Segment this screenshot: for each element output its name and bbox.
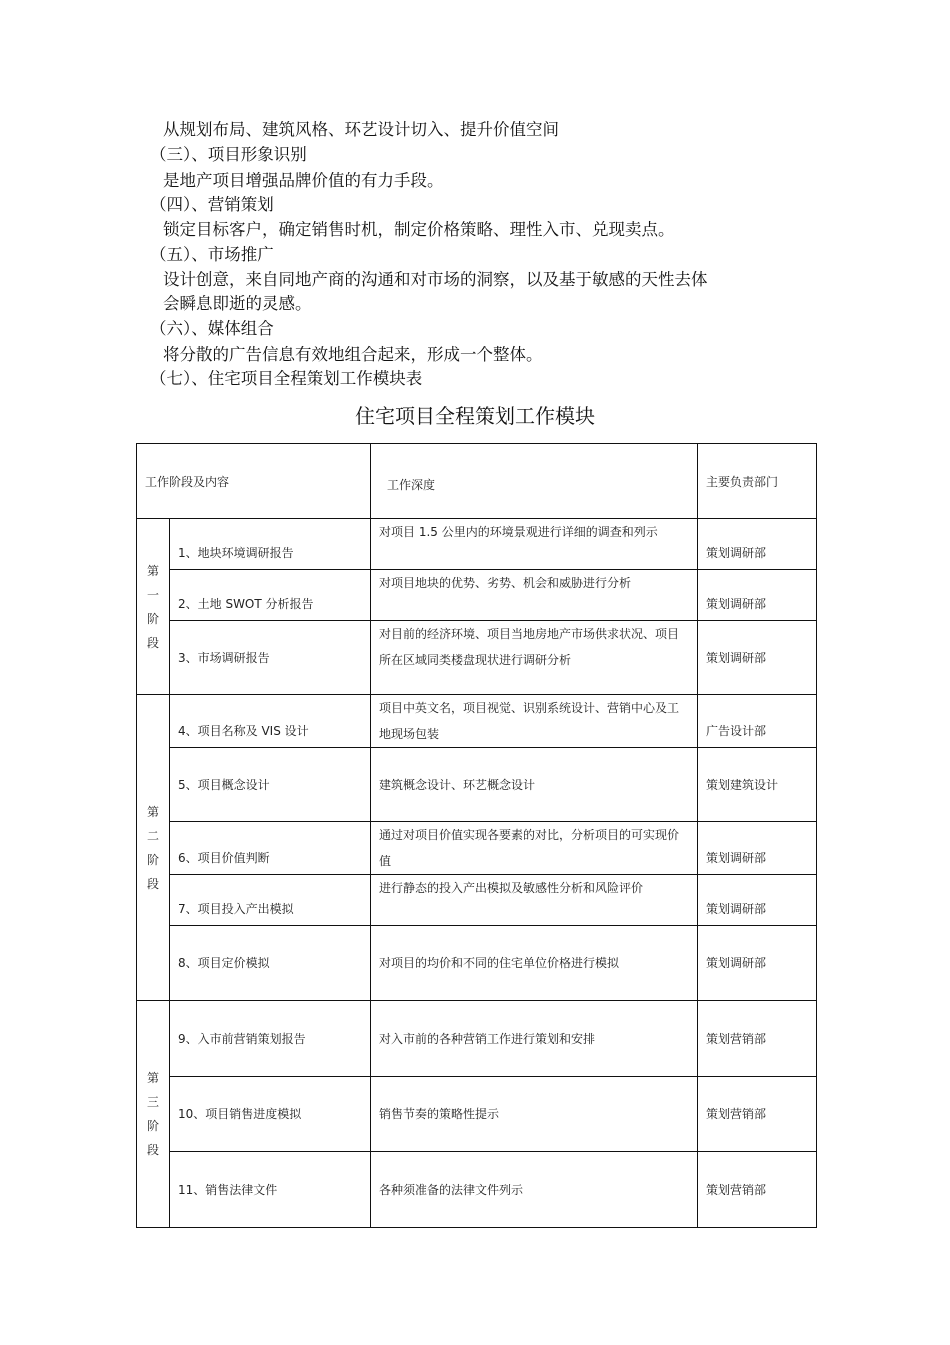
module-department: 策划调研部 xyxy=(698,822,817,875)
body-text-line: 从规划布局、建筑风格、环艺设计切入、提升价值空间 xyxy=(163,120,559,139)
stage-label: 第二阶段 xyxy=(137,695,170,1001)
module-department: 策划营销部 xyxy=(698,1152,817,1228)
module-depth: 项目中英文名，项目视觉、识别系统设计、营销中心及工地现场包装 xyxy=(371,695,698,748)
module-depth: 通过对项目价值实现各要素的对比，分析项目的可实现价值 xyxy=(371,822,698,875)
table-row xyxy=(137,748,817,822)
section-heading: （六）、媒体组合 xyxy=(150,319,274,338)
module-depth: 对目前的经济环境、项目当地房地产市场供求状况、项目所在区域同类楼盘现状进行调研分析 xyxy=(371,621,698,695)
work-module-table xyxy=(136,443,817,1228)
table-row xyxy=(137,1077,817,1152)
module-item: 9、入市前营销策划报告 xyxy=(170,1001,371,1077)
module-depth: 对项目的均价和不同的住宅单位价格进行模拟 xyxy=(371,926,698,1001)
stage-label: 第一阶段 xyxy=(137,519,170,695)
module-item: 4、项目名称及 VIS 设计 xyxy=(170,695,371,748)
section-heading: （四）、营销策划 xyxy=(150,195,274,214)
table-row xyxy=(137,621,817,695)
module-depth: 建筑概念设计、环艺概念设计 xyxy=(371,748,698,822)
module-department: 策划建筑设计 xyxy=(698,748,817,822)
module-item: 2、土地 SWOT 分析报告 xyxy=(170,570,371,621)
module-item: 10、项目销售进度模拟 xyxy=(170,1077,371,1152)
module-department: 策划调研部 xyxy=(698,519,817,570)
table-title: 住宅项目全程策划工作模块 xyxy=(355,404,595,428)
table-header-row xyxy=(137,444,817,519)
module-item: 6、项目价值判断 xyxy=(170,822,371,875)
table-row xyxy=(137,1001,817,1077)
section-heading: （三）、项目形象识别 xyxy=(150,145,307,164)
body-text-line: 是地产项目增强品牌价值的有力手段。 xyxy=(163,171,444,190)
module-department: 策划营销部 xyxy=(698,1077,817,1152)
header-stage-content: 工作阶段及内容 xyxy=(137,444,371,519)
module-item: 8、项目定价模拟 xyxy=(170,926,371,1001)
table-row xyxy=(137,519,817,570)
module-item: 5、项目概念设计 xyxy=(170,748,371,822)
module-depth: 各种须准备的法律文件列示 xyxy=(371,1152,698,1228)
module-item: 7、项目投入产出模拟 xyxy=(170,875,371,926)
table-row xyxy=(137,570,817,621)
module-item: 3、市场调研报告 xyxy=(170,621,371,695)
module-depth: 销售节奏的策略性提示 xyxy=(371,1077,698,1152)
module-depth: 进行静态的投入产出模拟及敏感性分析和风险评价 xyxy=(371,875,698,926)
module-department: 策划调研部 xyxy=(698,875,817,926)
module-item: 11、销售法律文件 xyxy=(170,1152,371,1228)
module-item: 1、地块环境调研报告 xyxy=(170,519,371,570)
module-department: 策划调研部 xyxy=(698,621,817,695)
table-row xyxy=(137,822,817,875)
body-text-line: 锁定目标客户，确定销售时机，制定价格策略、理性入市、兑现卖点。 xyxy=(163,220,675,239)
section-heading: （五）、市场推广 xyxy=(150,245,274,264)
header-depth: 工作深度 xyxy=(371,444,698,519)
body-text-line: 会瞬息即逝的灵感。 xyxy=(163,294,312,313)
body-text-line: 将分散的广告信息有效地组合起来，形成一个整体。 xyxy=(163,345,543,364)
table-row xyxy=(137,1152,817,1228)
table-row xyxy=(137,695,817,748)
module-depth: 对项目地块的优势、劣势、机会和威胁进行分析 xyxy=(371,570,698,621)
module-department: 策划调研部 xyxy=(698,570,817,621)
section-heading: （七）、住宅项目全程策划工作模块表 xyxy=(150,369,423,388)
body-text-line: 设计创意，来自同地产商的沟通和对市场的洞察，以及基于敏感的天性去体 xyxy=(163,270,708,289)
header-department: 主要负责部门 xyxy=(698,444,817,519)
module-department: 策划营销部 xyxy=(698,1001,817,1077)
table-row xyxy=(137,875,817,926)
module-depth: 对入市前的各种营销工作进行策划和安排 xyxy=(371,1001,698,1077)
module-department: 策划调研部 xyxy=(698,926,817,1001)
module-depth: 对项目 1.5 公里内的环境景观进行详细的调查和列示 xyxy=(371,519,698,570)
stage-label: 第三阶段 xyxy=(137,1001,170,1228)
module-department: 广告设计部 xyxy=(698,695,817,748)
table-row xyxy=(137,926,817,1001)
